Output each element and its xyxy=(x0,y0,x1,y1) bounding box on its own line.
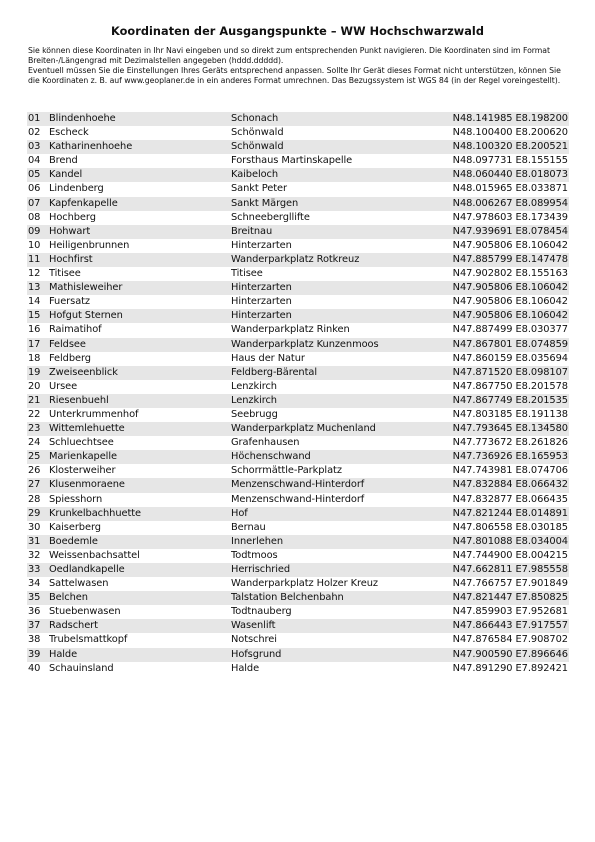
table-row xyxy=(27,464,569,478)
row-number-cell: 30 xyxy=(27,521,49,535)
row-number-cell: 34 xyxy=(27,577,49,591)
summit-name-cell: Mathisleweiher xyxy=(49,281,231,295)
summit-name-cell: Heiligenbrunnen xyxy=(49,239,231,253)
summit-name-cell: Kaiserberg xyxy=(49,521,231,535)
coordinates-cell: N47.744900 E8.004215 xyxy=(431,549,569,563)
coordinates-cell: N47.793645 E8.134580 xyxy=(431,422,569,436)
summit-name-cell: Oedlandkapelle xyxy=(49,563,231,577)
table-row xyxy=(27,507,569,521)
summit-name-cell: Marienkapelle xyxy=(49,450,231,464)
table-row xyxy=(27,450,569,464)
table-row xyxy=(27,394,569,408)
coordinates-table-body xyxy=(27,112,569,676)
coordinates-cell: N47.905806 E8.106042 xyxy=(431,239,569,253)
table-row xyxy=(27,493,569,507)
row-number-cell: 15 xyxy=(27,309,49,323)
coordinates-cell: N47.866443 E7.917557 xyxy=(431,619,569,633)
coordinates-cell: N47.803185 E8.191138 xyxy=(431,408,569,422)
row-number-cell: 02 xyxy=(27,126,49,140)
start-location-cell: Wanderparkplatz Holzer Kreuz xyxy=(231,577,431,591)
start-location-cell: Höchenschwand xyxy=(231,450,431,464)
row-number-cell: 38 xyxy=(27,633,49,647)
row-number-cell: 19 xyxy=(27,366,49,380)
start-location-cell: Wanderparkplatz Muchenland xyxy=(231,422,431,436)
start-location-cell: Schonach xyxy=(231,112,431,126)
start-location-cell: Breitnau xyxy=(231,225,431,239)
coordinates-cell: N47.876584 E7.908702 xyxy=(431,633,569,647)
table-row xyxy=(27,309,569,323)
summit-name-cell: Brend xyxy=(49,154,231,168)
coordinates-cell: N47.860159 E8.035694 xyxy=(431,352,569,366)
summit-name-cell: Weissenbachsattel xyxy=(49,549,231,563)
row-number-cell: 25 xyxy=(27,450,49,464)
coordinates-cell: N48.100320 E8.200521 xyxy=(431,140,569,154)
table-row xyxy=(27,211,569,225)
start-location-cell: Seebrugg xyxy=(231,408,431,422)
start-location-cell: Feldberg-Bärental xyxy=(231,366,431,380)
table-row xyxy=(27,380,569,394)
coordinates-cell: N48.100400 E8.200620 xyxy=(431,126,569,140)
summit-name-cell: Radschert xyxy=(49,619,231,633)
coordinates-cell: N47.885799 E8.147478 xyxy=(431,253,569,267)
summit-name-cell: Kapfenkapelle xyxy=(49,197,231,211)
coordinates-cell: N47.887499 E8.030377 xyxy=(431,323,569,337)
summit-name-cell: Unterkrummenhof xyxy=(49,408,231,422)
page-title: Koordinaten der Ausgangspunkte – WW Hochschwarzwald xyxy=(111,25,484,38)
start-location-cell: Schönwald xyxy=(231,140,431,154)
row-number-cell: 10 xyxy=(27,239,49,253)
row-number-cell: 39 xyxy=(27,648,49,662)
summit-name-cell: Zweiseenblick xyxy=(49,366,231,380)
table-row xyxy=(27,648,569,662)
start-location-cell: Bernau xyxy=(231,521,431,535)
row-number-cell: 22 xyxy=(27,408,49,422)
coordinates-cell: N47.978603 E8.173439 xyxy=(431,211,569,225)
start-location-cell: Halde xyxy=(231,662,431,676)
summit-name-cell: Hofgut Sternen xyxy=(49,309,231,323)
row-number-cell: 21 xyxy=(27,394,49,408)
start-location-cell: Innerlehen xyxy=(231,535,431,549)
coordinates-cell: N47.867749 E8.201535 xyxy=(431,394,569,408)
row-number-cell: 18 xyxy=(27,352,49,366)
table-row xyxy=(27,154,569,168)
summit-name-cell: Ursee xyxy=(49,380,231,394)
row-number-cell: 14 xyxy=(27,295,49,309)
start-location-cell: Todtnauberg xyxy=(231,605,431,619)
coordinates-cell: N48.006267 E8.089954 xyxy=(431,197,569,211)
start-location-cell: Hinterzarten xyxy=(231,309,431,323)
table-row xyxy=(27,563,569,577)
table-row xyxy=(27,521,569,535)
row-number-cell: 16 xyxy=(27,323,49,337)
table-row xyxy=(27,253,569,267)
summit-name-cell: Feldberg xyxy=(49,352,231,366)
summit-name-cell: Trubelsmattkopf xyxy=(49,633,231,647)
table-row xyxy=(27,267,569,281)
start-location-cell: Hofsgrund xyxy=(231,648,431,662)
coordinates-cell: N47.806558 E8.030185 xyxy=(431,521,569,535)
row-number-cell: 37 xyxy=(27,619,49,633)
coordinates-cell: N47.832877 E8.066435 xyxy=(431,493,569,507)
start-location-cell: Grafenhausen xyxy=(231,436,431,450)
start-location-cell: Hinterzarten xyxy=(231,295,431,309)
start-location-cell: Schönwald xyxy=(231,126,431,140)
summit-name-cell: Titisee xyxy=(49,267,231,281)
table-row xyxy=(27,126,569,140)
intro-paragraph-2: Eventuell müssen Sie die Einstellungen Ihres Geräts entsprechend anpassen. Sollte Ihr Gerät dieses Format nicht unterstützen, können Sie die Koordinaten z. B. auf www.geoplaner.de in ein anderes Format umrechnen. Das Bezugssystem ist WGS 84 (in der Regel voreingestellt). xyxy=(28,65,561,85)
table-row xyxy=(27,197,569,211)
row-number-cell: 35 xyxy=(27,591,49,605)
start-location-cell: Schneebergllifte xyxy=(231,211,431,225)
row-number-cell: 05 xyxy=(27,168,49,182)
row-number-cell: 17 xyxy=(27,338,49,352)
summit-name-cell: Feldsee xyxy=(49,338,231,352)
table-row xyxy=(27,535,569,549)
start-location-cell: Hof xyxy=(231,507,431,521)
table-row xyxy=(27,338,569,352)
row-number-cell: 20 xyxy=(27,380,49,394)
start-location-cell: Hinterzarten xyxy=(231,239,431,253)
table-row xyxy=(27,591,569,605)
table-row xyxy=(27,577,569,591)
table-row xyxy=(27,168,569,182)
start-location-cell: Schorrmättle-Parkplatz xyxy=(231,464,431,478)
coordinates-cell: N47.859903 E7.952681 xyxy=(431,605,569,619)
summit-name-cell: Hohwart xyxy=(49,225,231,239)
summit-name-cell: Hochberg xyxy=(49,211,231,225)
summit-name-cell: Klusenmoraene xyxy=(49,478,231,492)
summit-name-cell: Riesenbuehl xyxy=(49,394,231,408)
coordinates-cell: N47.662811 E7.985558 xyxy=(431,563,569,577)
table-row xyxy=(27,281,569,295)
summit-name-cell: Halde xyxy=(49,648,231,662)
row-number-cell: 28 xyxy=(27,493,49,507)
row-number-cell: 23 xyxy=(27,422,49,436)
summit-name-cell: Wittemlehuette xyxy=(49,422,231,436)
table-row xyxy=(27,619,569,633)
coordinates-cell: N47.867801 E8.074859 xyxy=(431,338,569,352)
coordinates-cell: N47.743981 E8.074706 xyxy=(431,464,569,478)
coordinates-cell: N48.060440 E8.018073 xyxy=(431,168,569,182)
summit-name-cell: Spiesshorn xyxy=(49,493,231,507)
intro-paragraph-1: Sie können diese Koordinaten in Ihr Navi eingeben und so direkt zum entsprechenden Punkt navigieren. Die Koordinaten sind im Format Breiten-/Längengrad mit Dezimalstellen angegeben (hddd.ddddd). xyxy=(28,46,550,65)
start-location-cell: Lenzkirch xyxy=(231,394,431,408)
summit-name-cell: Fuersatz xyxy=(49,295,231,309)
row-number-cell: 32 xyxy=(27,549,49,563)
start-location-cell: Menzenschwand-Hinterdorf xyxy=(231,493,431,507)
table-row xyxy=(27,140,569,154)
summit-name-cell: Escheck xyxy=(49,126,231,140)
row-number-cell: 40 xyxy=(27,662,49,676)
summit-name-cell: Lindenberg xyxy=(49,182,231,196)
table-row xyxy=(27,352,569,366)
coordinates-cell: N47.832884 E8.066432 xyxy=(431,478,569,492)
row-number-cell: 07 xyxy=(27,197,49,211)
table-row xyxy=(27,239,569,253)
start-location-cell: Wanderparkplatz Rotkreuz xyxy=(231,253,431,267)
table-row xyxy=(27,295,569,309)
row-number-cell: 31 xyxy=(27,535,49,549)
summit-name-cell: Sattelwasen xyxy=(49,577,231,591)
coordinates-cell: N47.736926 E8.165953 xyxy=(431,450,569,464)
coordinates-cell: N47.867750 E8.201578 xyxy=(431,380,569,394)
summit-name-cell: Stuebenwasen xyxy=(49,605,231,619)
start-location-cell: Notschrei xyxy=(231,633,431,647)
start-location-cell: Talstation Belchenbahn xyxy=(231,591,431,605)
coordinates-cell: N47.900590 E7.896646 xyxy=(431,648,569,662)
start-location-cell: Wasenlift xyxy=(231,619,431,633)
start-location-cell: Wanderparkplatz Kunzenmoos xyxy=(231,338,431,352)
row-number-cell: 26 xyxy=(27,464,49,478)
start-location-cell: Haus der Natur xyxy=(231,352,431,366)
summit-name-cell: Schauinsland xyxy=(49,662,231,676)
summit-name-cell: Blindenhoehe xyxy=(49,112,231,126)
start-location-cell: Forsthaus Martinskapelle xyxy=(231,154,431,168)
row-number-cell: 09 xyxy=(27,225,49,239)
summit-name-cell: Kandel xyxy=(49,168,231,182)
coordinates-cell: N47.905806 E8.106042 xyxy=(431,309,569,323)
coordinates-cell: N47.891290 E7.892421 xyxy=(431,662,569,676)
summit-name-cell: Krunkelbachhuette xyxy=(49,507,231,521)
row-number-cell: 33 xyxy=(27,563,49,577)
intro-text xyxy=(28,46,568,86)
row-number-cell: 24 xyxy=(27,436,49,450)
table-row xyxy=(27,633,569,647)
row-number-cell: 03 xyxy=(27,140,49,154)
row-number-cell: 36 xyxy=(27,605,49,619)
coordinates-cell: N47.905806 E8.106042 xyxy=(431,281,569,295)
summit-name-cell: Belchen xyxy=(49,591,231,605)
coordinates-cell: N47.773672 E8.261826 xyxy=(431,436,569,450)
row-number-cell: 08 xyxy=(27,211,49,225)
start-location-cell: Hinterzarten xyxy=(231,281,431,295)
summit-name-cell: Klosterweiher xyxy=(49,464,231,478)
summit-name-cell: Raimatihof xyxy=(49,323,231,337)
row-number-cell: 12 xyxy=(27,267,49,281)
table-row xyxy=(27,366,569,380)
table-row xyxy=(27,408,569,422)
coordinates-cell: N47.821447 E7.850825 xyxy=(431,591,569,605)
start-location-cell: Lenzkirch xyxy=(231,380,431,394)
row-number-cell: 04 xyxy=(27,154,49,168)
table-row xyxy=(27,662,569,676)
table-row xyxy=(27,478,569,492)
coordinates-cell: N48.015965 E8.033871 xyxy=(431,182,569,196)
row-number-cell: 06 xyxy=(27,182,49,196)
start-location-cell: Sankt Märgen xyxy=(231,197,431,211)
table-row xyxy=(27,436,569,450)
summit-name-cell: Schluechtsee xyxy=(49,436,231,450)
summit-name-cell: Boedemle xyxy=(49,535,231,549)
row-number-cell: 13 xyxy=(27,281,49,295)
coordinates-cell: N47.821244 E8.014891 xyxy=(431,507,569,521)
coordinates-table xyxy=(27,112,569,676)
coordinates-cell: N48.141985 E8.198200 xyxy=(431,112,569,126)
row-number-cell: 11 xyxy=(27,253,49,267)
start-location-cell: Sankt Peter xyxy=(231,182,431,196)
coordinates-cell: N47.801088 E8.034004 xyxy=(431,535,569,549)
row-number-cell: 29 xyxy=(27,507,49,521)
row-number-cell: 01 xyxy=(27,112,49,126)
start-location-cell: Todtmoos xyxy=(231,549,431,563)
coordinates-cell: N47.766757 E7.901849 xyxy=(431,577,569,591)
start-location-cell: Wanderparkplatz Rinken xyxy=(231,323,431,337)
table-row xyxy=(27,112,569,126)
summit-name-cell: Hochfirst xyxy=(49,253,231,267)
coordinates-cell: N47.905806 E8.106042 xyxy=(431,295,569,309)
table-row xyxy=(27,225,569,239)
start-location-cell: Herrischried xyxy=(231,563,431,577)
coordinates-cell: N47.871520 E8.098107 xyxy=(431,366,569,380)
table-row xyxy=(27,549,569,563)
start-location-cell: Menzenschwand-Hinterdorf xyxy=(231,478,431,492)
table-row xyxy=(27,605,569,619)
table-row xyxy=(27,422,569,436)
start-location-cell: Titisee xyxy=(231,267,431,281)
summit-name-cell: Katharinenhoehe xyxy=(49,140,231,154)
start-location-cell: Kaibeloch xyxy=(231,168,431,182)
table-row xyxy=(27,323,569,337)
row-number-cell: 27 xyxy=(27,478,49,492)
coordinates-cell: N47.939691 E8.078454 xyxy=(431,225,569,239)
coordinates-cell: N47.902802 E8.155163 xyxy=(431,267,569,281)
table-row xyxy=(27,182,569,196)
coordinates-cell: N48.097731 E8.155155 xyxy=(431,154,569,168)
